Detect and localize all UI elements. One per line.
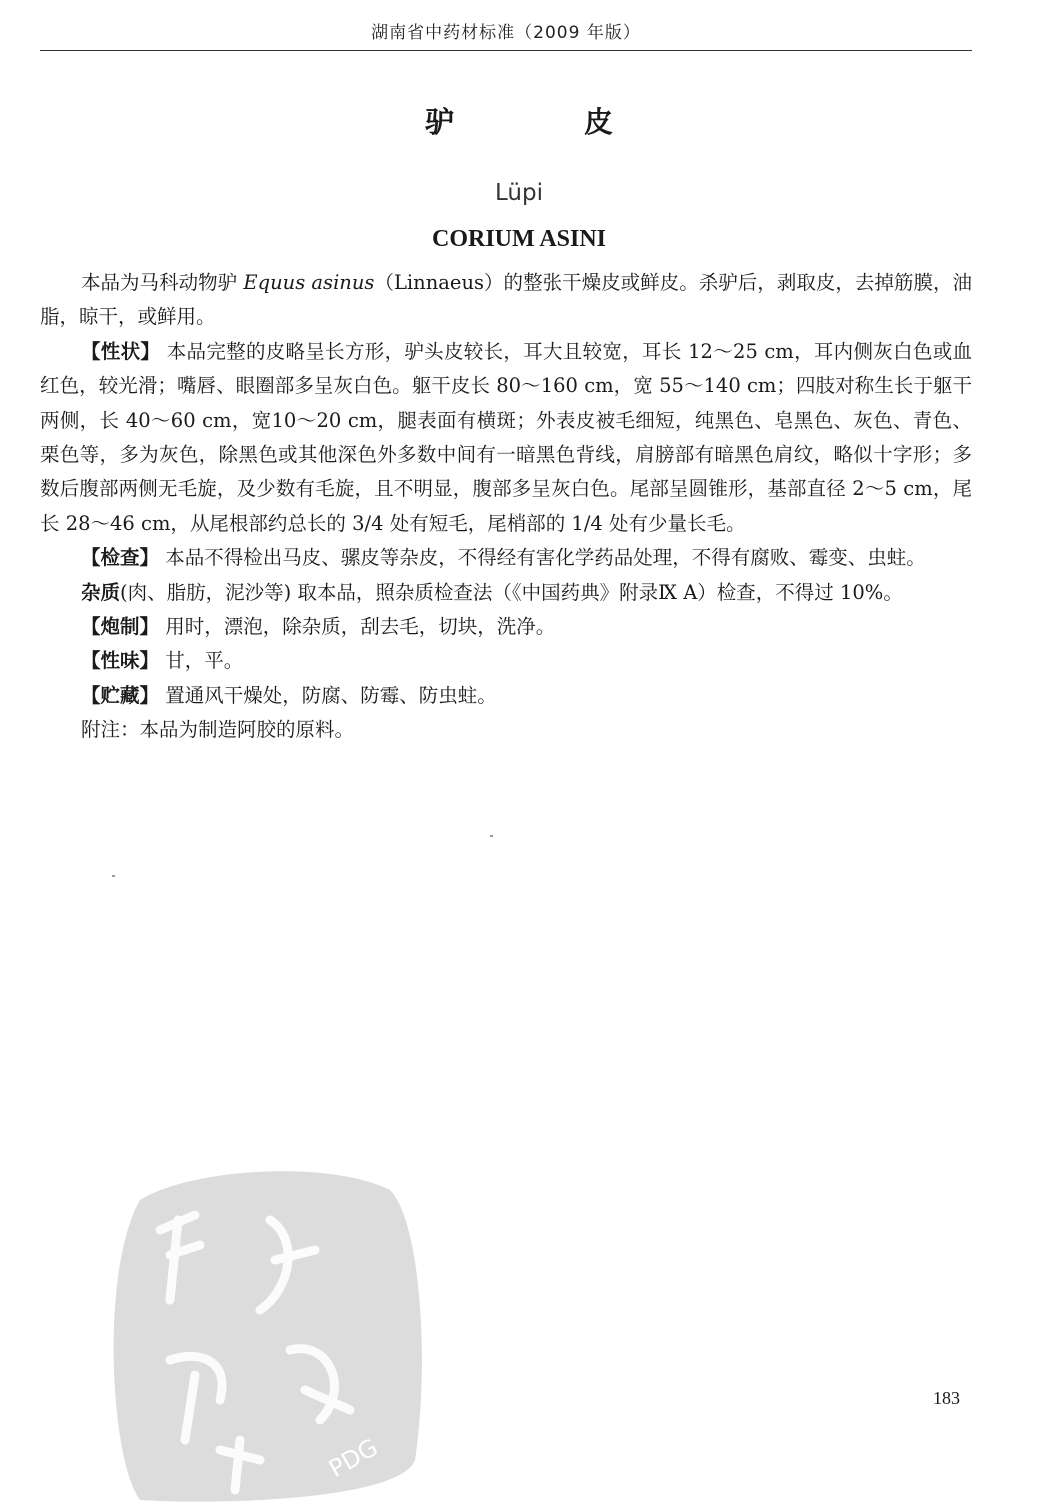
scan-speck [112, 875, 115, 877]
section-label: 【炮制】 [81, 615, 160, 639]
section-label: 【贮藏】 [81, 683, 160, 707]
section-inspection [40, 541, 972, 575]
section-label: 【检查】 [81, 546, 160, 570]
impurity-text: (肉、脂肪，泥沙等) 取本品，照杂质检查法（《中国药典》附录Ⅸ A）检查，不得过 10%。 [120, 580, 903, 604]
note-paragraph: 附注：本品为制造阿胶的原料。 [81, 718, 355, 742]
intro-text-post: （Linnaeus）的整张干燥皮或鲜皮。杀驴后，剥取皮，去掉筋膜，油脂，晾干，或鲜用。 [40, 271, 972, 329]
section-text: 用时，漂泡，除杂质，刮去毛，切块，洗净。 [165, 615, 556, 639]
scan-speck [490, 835, 493, 837]
page-number: 183 [933, 1388, 960, 1408]
section-text: 本品不得检出马皮、骡皮等杂皮，不得经有害化学药品处理，不得有腐败、霉变、虫蛀。 [165, 546, 926, 570]
entry-title-latin: CORIUM ASINI [431, 226, 607, 252]
section-label: 【性状】 [81, 339, 161, 363]
watermark-seal-icon [100, 1160, 430, 1505]
impurity-paragraph [40, 576, 972, 610]
section-property [40, 644, 972, 678]
section-label: 【性味】 [81, 649, 160, 673]
entry-title-pinyin: Lüpi [495, 180, 543, 206]
species-name: Equus asinus [243, 271, 375, 294]
intro-paragraph [40, 266, 972, 335]
section-text: 本品完整的皮略呈长方形，驴头皮较长，耳大且较宽，耳长 12～25 cm，耳内侧灰白色或血红色，较光滑；嘴唇、眼圈部多呈灰白色。躯干皮长 80～160 cm，宽 55～140 cm；四肢对称生长于躯干两侧，长 40～60 cm，宽10～20 cm，腿表面有横斑；外表皮被毛细短，纯黑色、皂黑色、灰色、青色、栗色等，多为灰色，除黑色或其他深色外多数中间有一暗黑色背线，肩膀部有暗黑色肩纹，略似十字形；多数后腹部两侧无毛旋，及少数有毛旋，且不明显，腹部多呈灰白色。尾部呈圆锥形，基部直径 2～5 cm，尾长 28～46 cm，从尾根部约总长的 3/4 处有短毛，尾梢部的 1/4 处有少量长毛。 [40, 339, 972, 535]
watermark-mark: PDG [324, 1433, 383, 1484]
section-processing [40, 610, 972, 644]
running-header: 湖南省中药材标准（2009 年版） [371, 23, 641, 43]
section-storage [40, 679, 972, 713]
section-text: 甘，平。 [165, 649, 244, 673]
section-text: 置通风干燥处，防腐、防霉、防虫蛀。 [165, 683, 497, 707]
intro-text-pre: 本品为马科动物驴 [81, 271, 244, 294]
header-rule [40, 50, 972, 51]
entry-title-chinese: 驴 皮 [424, 105, 674, 139]
section-description [40, 335, 972, 541]
entry-body [40, 266, 972, 748]
impurity-label: 杂质 [81, 580, 121, 604]
